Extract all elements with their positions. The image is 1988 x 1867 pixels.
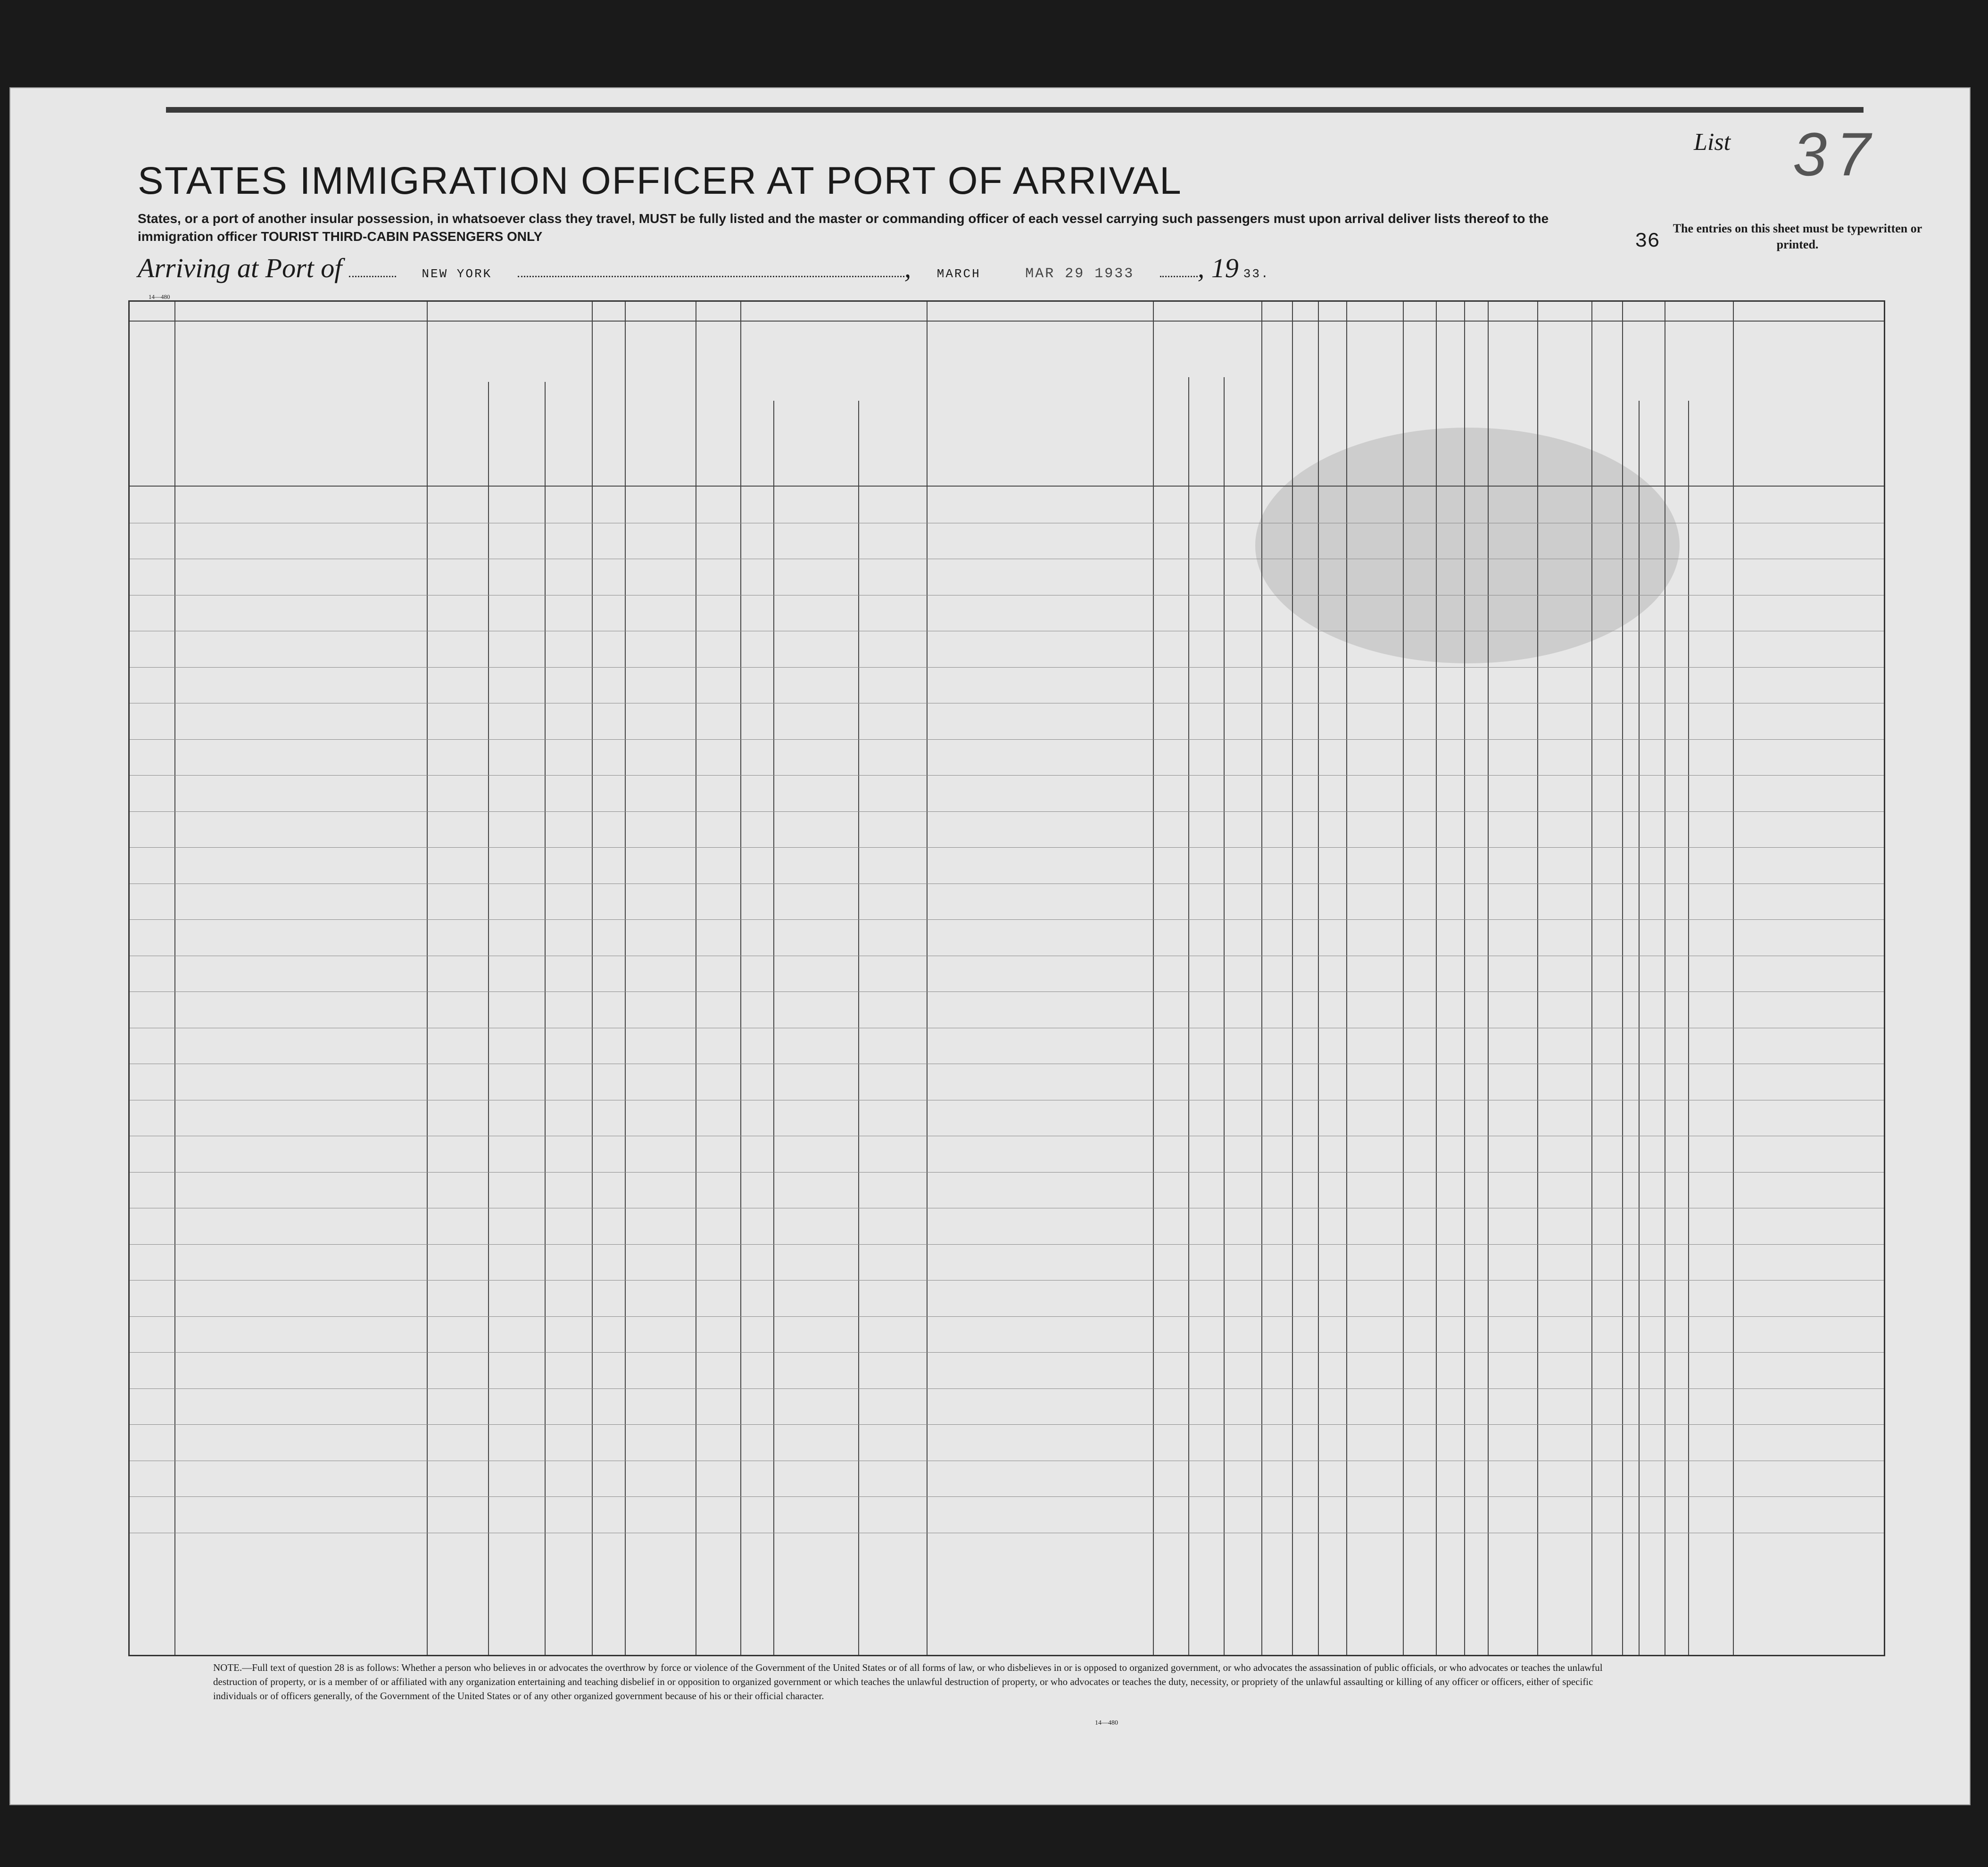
passenger-manifest-table	[128, 293, 1885, 1656]
list-number: 37	[1793, 120, 1880, 189]
subcolumn-divider	[1188, 377, 1189, 1655]
form-number: 14—480	[1095, 1719, 1118, 1727]
page-number: 36	[1635, 230, 1660, 253]
column-header	[1438, 330, 1462, 481]
column-header	[1624, 330, 1663, 481]
column-header	[1263, 330, 1290, 481]
list-instruction: The entries on this sheet must be typewritten or printed.	[1673, 222, 1922, 251]
column-divider	[427, 302, 428, 1655]
year-prefix: 19	[1211, 253, 1239, 283]
column-divider	[927, 302, 928, 1655]
column-divider	[1733, 302, 1734, 1655]
manifest-sheet	[9, 87, 1971, 1805]
column-divider	[1537, 302, 1538, 1655]
column-divider	[1346, 302, 1347, 1655]
row-rule	[130, 919, 1884, 920]
row-rule	[130, 1352, 1884, 1353]
column-header	[1294, 330, 1316, 481]
sheet-top-edge	[166, 107, 1864, 113]
column-divider	[1403, 302, 1404, 1655]
row-rule	[130, 667, 1884, 668]
date-stamp: MAR 29 1933	[1025, 266, 1135, 282]
column-divider	[1488, 302, 1489, 1655]
column-header	[697, 330, 738, 481]
row-rule	[130, 1172, 1884, 1173]
subcolumn-divider	[488, 382, 489, 1655]
row-rule	[130, 847, 1884, 848]
column-header	[132, 330, 173, 481]
page-subtitle: States, or a port of another insular possession, in whatsoever class they travel, MUST be fully listed and the master or commanding officer of each vessel carrying such passengers must upon arrival deliver lists thereof to the immigration officer TOURIST THIRD-CABIN PASSENGERS ONLY	[138, 211, 1549, 244]
column-divider	[1318, 302, 1319, 1655]
subcolumn-divider	[1224, 377, 1225, 1655]
row-rule	[130, 775, 1884, 776]
column-header	[594, 330, 623, 481]
column-divider	[1153, 302, 1154, 1655]
column-divider	[1591, 302, 1592, 1655]
form-number-top: 14—480	[149, 293, 170, 300]
footnote: NOTE.—Full text of question 28 is as follows: Whether a person who believes in or advocates the overthrow by force or violence of the Government of the United States or of all forms of law, or who disbelieves in or is opposed to organized government, or who advocates the assassination of public officials, or who advocates or teaches the unlawful destruction of property, or is a member of or affiliated with any organization entertaining and teaching disbelief in or opposition to organized government or which teaches the unlawful destruction of property, or who advocates or teaches the duty, necessity, or propriety of the unlawful assaulting or killing of any officer or officers, either of specific individuals or of officers generally, of the Government of the United States or of any other organized government because of his or their official character.	[213, 1662, 1603, 1702]
column-divider	[1622, 302, 1623, 1655]
row-rule	[130, 1388, 1884, 1389]
column-header	[1466, 330, 1486, 481]
column-divider	[1292, 302, 1293, 1655]
column-divider	[592, 302, 593, 1655]
column-divider	[1464, 302, 1465, 1655]
row-rule	[130, 739, 1884, 740]
column-header	[1320, 330, 1344, 481]
list-label: List	[1694, 129, 1731, 156]
column-header	[1405, 330, 1434, 481]
column-divider	[625, 302, 626, 1655]
row-rule	[130, 1244, 1884, 1245]
dotted-leader	[349, 272, 396, 277]
dotted-leader	[518, 272, 904, 277]
header-bottom-rule	[130, 486, 1884, 487]
row-rule	[130, 991, 1884, 992]
header-top-rule	[130, 321, 1884, 322]
row-rule	[130, 1496, 1884, 1497]
port-value: NEW YORK	[422, 267, 492, 281]
column-divider	[1261, 302, 1262, 1655]
column-header	[1348, 330, 1401, 481]
arriving-line: Arriving at Port of NEW YORK , MARCH MAR 29 1933 , 19 33.	[138, 253, 1270, 283]
column-header	[1539, 330, 1590, 481]
arriving-label: Arriving at Port of	[138, 253, 342, 283]
page-title: STATES IMMIGRATION OFFICER AT PORT OF ARRIVAL	[138, 159, 1182, 202]
column-header	[1593, 330, 1620, 481]
column-divider	[740, 302, 741, 1655]
column-divider	[1436, 302, 1437, 1655]
column-divider	[174, 302, 175, 1655]
row-rule	[130, 811, 1884, 812]
row-rule	[130, 1316, 1884, 1317]
row-rule	[130, 1424, 1884, 1425]
month-value: MARCH	[936, 267, 981, 281]
year-suffix: 33.	[1243, 267, 1270, 281]
subcolumn-divider	[545, 382, 546, 1655]
dotted-leader	[1160, 272, 1198, 277]
column-header	[1490, 330, 1535, 481]
